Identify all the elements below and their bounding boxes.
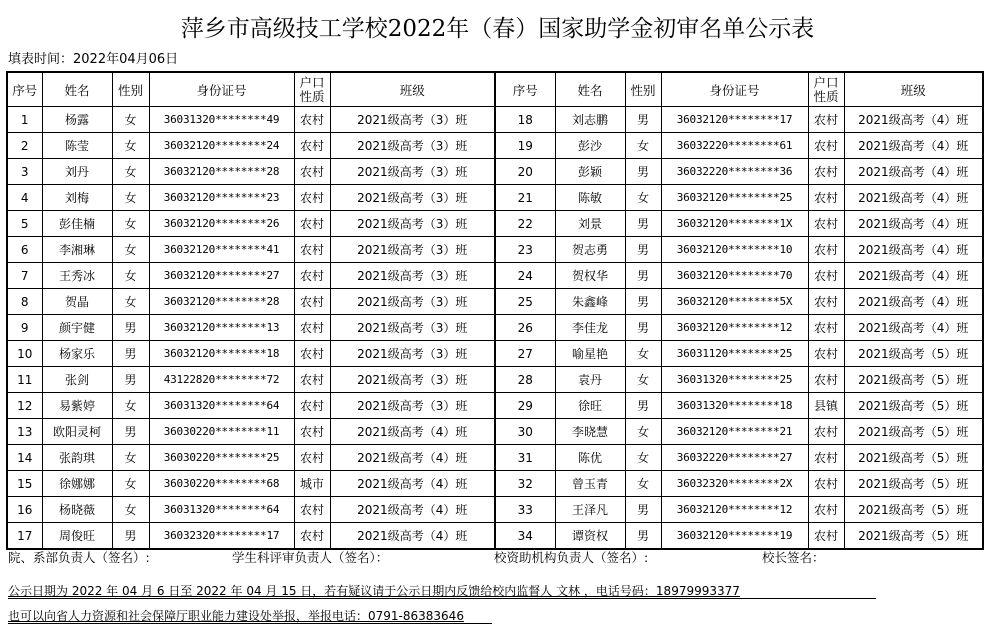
left-id-cell: 36031320********64 (149, 393, 294, 419)
right-gender-cell: 女 (625, 445, 661, 471)
right-class-cell: 2021级高考（4）班 (844, 237, 983, 263)
right-class-cell: 2021级高考（4）班 (844, 211, 983, 237)
left-gender-cell: 女 (112, 133, 149, 159)
left-class-cell: 2021级高考（4）班 (330, 419, 495, 445)
left-id-cell: 36032120********26 (149, 211, 294, 237)
right-name-cell: 刘志鹏 (555, 107, 625, 133)
right-gender-cell: 男 (625, 211, 661, 237)
left-id-cell: 43122820********72 (149, 367, 294, 393)
left-gender-cell: 女 (112, 471, 149, 497)
right-seq-cell: 33 (495, 497, 555, 523)
left-gender-cell: 女 (112, 289, 149, 315)
left-gender-cell: 女 (112, 393, 149, 419)
left-gender-cell: 男 (112, 341, 149, 367)
right-hukou-cell: 农村 (808, 523, 844, 550)
right-hukou-cell: 县镇 (808, 393, 844, 419)
table-row (7, 367, 983, 393)
left-class-cell: 2021级高考（4）班 (330, 445, 495, 471)
header-name: 姓名 (555, 72, 625, 107)
header-seq: 序号 (7, 72, 42, 107)
right-name-cell: 彭颖 (555, 159, 625, 185)
right-id-cell: 36032120********12 (661, 315, 808, 341)
right-hukou-cell: 农村 (808, 211, 844, 237)
right-gender-cell: 女 (625, 419, 661, 445)
table-row (7, 497, 983, 523)
right-seq-cell: 25 (495, 289, 555, 315)
right-class-cell: 2021级高考（4）班 (844, 159, 983, 185)
table-row (7, 159, 983, 185)
left-id-cell: 36032120********27 (149, 263, 294, 289)
right-seq-cell: 32 (495, 471, 555, 497)
right-class-cell: 2021级高考（4）班 (844, 133, 983, 159)
left-hukou-cell: 农村 (294, 341, 330, 367)
signature-line (0, 549, 995, 567)
right-gender-cell: 女 (625, 341, 661, 367)
right-name-cell: 刘景 (555, 211, 625, 237)
left-seq-cell: 17 (7, 523, 42, 550)
right-hukou-cell: 农村 (808, 315, 844, 341)
right-id-cell: 36032120********19 (661, 523, 808, 550)
right-name-cell: 曾玉青 (555, 471, 625, 497)
right-id-cell: 36032220********61 (661, 133, 808, 159)
left-hukou-cell: 农村 (294, 211, 330, 237)
left-id-cell: 36032120********28 (149, 159, 294, 185)
right-hukou-cell: 农村 (808, 419, 844, 445)
table-row (7, 393, 983, 419)
header-seq: 序号 (495, 72, 555, 107)
left-gender-cell: 男 (112, 315, 149, 341)
right-seq-cell: 34 (495, 523, 555, 550)
left-id-cell: 36031320********64 (149, 497, 294, 523)
left-id-cell: 36032320********17 (149, 523, 294, 550)
page-title: 萍乡市高级技工学校2022年（春）国家助学金初审名单公示表 (180, 16, 815, 42)
right-name-cell: 李晓慧 (555, 419, 625, 445)
left-class-cell: 2021级高考（4）班 (330, 471, 495, 497)
right-name-cell: 陈优 (555, 445, 625, 471)
right-seq-cell: 31 (495, 445, 555, 471)
right-seq-cell: 30 (495, 419, 555, 445)
left-seq-cell: 1 (7, 107, 42, 133)
right-gender-cell: 男 (625, 159, 661, 185)
right-gender-cell: 男 (625, 237, 661, 263)
left-class-cell: 2021级高考（4）班 (330, 497, 495, 523)
left-hukou-cell: 城市 (294, 471, 330, 497)
header-id: 身份证号 (149, 72, 294, 107)
left-seq-cell: 8 (7, 289, 42, 315)
left-seq-cell: 6 (7, 237, 42, 263)
right-seq-cell: 27 (495, 341, 555, 367)
left-seq-cell: 14 (7, 445, 42, 471)
left-id-cell: 36031320********49 (149, 107, 294, 133)
right-id-cell: 36032220********36 (661, 159, 808, 185)
left-class-cell: 2021级高考（3）班 (330, 367, 495, 393)
right-hukou-cell: 农村 (808, 263, 844, 289)
table-row (7, 263, 983, 289)
right-seq-cell: 19 (495, 133, 555, 159)
right-gender-cell: 男 (625, 289, 661, 315)
table-row (7, 445, 983, 471)
left-hukou-cell: 农村 (294, 445, 330, 471)
left-hukou-cell: 农村 (294, 315, 330, 341)
header-class: 班级 (844, 72, 983, 107)
header-class: 班级 (330, 72, 495, 107)
left-name-cell: 颜宇健 (42, 315, 112, 341)
right-id-cell: 36032220********27 (661, 445, 808, 471)
left-hukou-cell: 农村 (294, 497, 330, 523)
right-seq-cell: 18 (495, 107, 555, 133)
right-id-cell: 36032120********10 (661, 237, 808, 263)
right-hukou-cell: 农村 (808, 289, 844, 315)
left-hukou-cell: 农村 (294, 419, 330, 445)
left-class-cell: 2021级高考（3）班 (330, 289, 495, 315)
left-class-cell: 2021级高考（3）班 (330, 133, 495, 159)
right-id-cell: 36032120********5X (661, 289, 808, 315)
left-hukou-cell: 农村 (294, 107, 330, 133)
left-seq-cell: 12 (7, 393, 42, 419)
left-id-cell: 36032120********41 (149, 237, 294, 263)
left-gender-cell: 女 (112, 107, 149, 133)
left-name-cell: 杨露 (42, 107, 112, 133)
left-id-cell: 36032120********23 (149, 185, 294, 211)
left-gender-cell: 女 (112, 159, 149, 185)
left-gender-cell: 女 (112, 211, 149, 237)
left-seq-cell: 10 (7, 341, 42, 367)
left-class-cell: 2021级高考（3）班 (330, 393, 495, 419)
right-id-cell: 36031120********25 (661, 341, 808, 367)
left-id-cell: 36032120********24 (149, 133, 294, 159)
right-seq-cell: 26 (495, 315, 555, 341)
left-hukou-cell: 农村 (294, 523, 330, 550)
left-class-cell: 2021级高考（3）班 (330, 237, 495, 263)
right-id-cell: 36031320********25 (661, 367, 808, 393)
left-name-cell: 杨家乐 (42, 341, 112, 367)
right-class-cell: 2021级高考（5）班 (844, 497, 983, 523)
right-gender-cell: 男 (625, 523, 661, 550)
right-name-cell: 贺权华 (555, 263, 625, 289)
left-class-cell: 2021级高考（3）班 (330, 263, 495, 289)
student-affairs-signature-label: 学生科评审负责人（签名）： (232, 550, 389, 565)
right-name-cell: 喻星艳 (555, 341, 625, 367)
header-gender: 性别 (112, 72, 149, 107)
left-name-cell: 王秀冰 (42, 263, 112, 289)
publicity-notice: 公示日期为 2022 年 04 月 6 日至 2022 年 04 月 15 日，若有疑议请于公示日期内反馈给校内监督人 文林 ，电话号码：18979993377 (8, 584, 740, 598)
principal-signature-label: 校长签名： (762, 550, 825, 565)
header-hukou (808, 72, 844, 107)
left-hukou-cell: 农村 (294, 367, 330, 393)
left-gender-cell: 女 (112, 445, 149, 471)
right-gender-cell: 女 (625, 367, 661, 393)
left-gender-cell: 女 (112, 263, 149, 289)
left-name-cell: 杨晓薇 (42, 497, 112, 523)
left-id-cell: 36030220********11 (149, 419, 294, 445)
left-name-cell: 周俊旺 (42, 523, 112, 550)
right-class-cell: 2021级高考（5）班 (844, 471, 983, 497)
left-seq-cell: 11 (7, 367, 42, 393)
right-name-cell: 贺志勇 (555, 237, 625, 263)
right-seq-cell: 21 (495, 185, 555, 211)
right-gender-cell: 男 (625, 263, 661, 289)
left-name-cell: 贺晶 (42, 289, 112, 315)
table-row (7, 185, 983, 211)
left-name-cell: 张韵琪 (42, 445, 112, 471)
right-id-cell: 36032320********2X (661, 471, 808, 497)
right-gender-cell: 男 (625, 497, 661, 523)
student-roster-table (6, 71, 984, 550)
right-class-cell: 2021级高考（4）班 (844, 107, 983, 133)
left-class-cell: 2021级高考（3）班 (330, 211, 495, 237)
table-row (7, 289, 983, 315)
right-hukou-cell: 农村 (808, 159, 844, 185)
right-class-cell: 2021级高考（4）班 (844, 289, 983, 315)
left-hukou-cell: 农村 (294, 159, 330, 185)
table-row (7, 133, 983, 159)
left-gender-cell: 女 (112, 185, 149, 211)
right-class-cell: 2021级高考（5）班 (844, 419, 983, 445)
dept-signature-label: 院、系部负责人（签名）: (8, 550, 150, 565)
right-hukou-cell: 农村 (808, 341, 844, 367)
right-id-cell: 36032120********17 (661, 107, 808, 133)
right-hukou-cell: 农村 (808, 237, 844, 263)
right-hukou-cell: 农村 (808, 185, 844, 211)
left-name-cell: 陈莹 (42, 133, 112, 159)
right-class-cell: 2021级高考（5）班 (844, 523, 983, 550)
left-seq-cell: 7 (7, 263, 42, 289)
right-name-cell: 李佳龙 (555, 315, 625, 341)
left-seq-cell: 9 (7, 315, 42, 341)
left-hukou-cell: 农村 (294, 185, 330, 211)
left-seq-cell: 3 (7, 159, 42, 185)
left-name-cell: 李湘琳 (42, 237, 112, 263)
left-name-cell: 欧阳灵柯 (42, 419, 112, 445)
left-name-cell: 张剑 (42, 367, 112, 393)
right-gender-cell: 男 (625, 393, 661, 419)
header-hukou-line1: 户口 (299, 74, 325, 90)
left-class-cell: 2021级高考（3）班 (330, 107, 495, 133)
left-gender-cell: 女 (112, 497, 149, 523)
right-hukou-cell: 农村 (808, 445, 844, 471)
left-id-cell: 36032120********18 (149, 341, 294, 367)
report-notice: 也可以向省人力资源和社会保障厅职业能力建设处举报，举报电话：0791-86383646 (8, 609, 464, 623)
right-name-cell: 陈敏 (555, 185, 625, 211)
left-hukou-cell: 农村 (294, 133, 330, 159)
header-row (7, 72, 983, 107)
right-seq-cell: 20 (495, 159, 555, 185)
header-gender: 性别 (625, 72, 661, 107)
left-seq-cell: 16 (7, 497, 42, 523)
right-class-cell: 2021级高考（5）班 (844, 341, 983, 367)
table-row (7, 341, 983, 367)
right-hukou-cell: 农村 (808, 367, 844, 393)
left-seq-cell: 15 (7, 471, 42, 497)
table-row (7, 237, 983, 263)
right-id-cell: 36031320********18 (661, 393, 808, 419)
left-hukou-cell: 农村 (294, 393, 330, 419)
header-hukou-line1: 户口 (813, 74, 839, 90)
left-id-cell: 36030220********68 (149, 471, 294, 497)
right-name-cell: 袁丹 (555, 367, 625, 393)
right-id-cell: 36032120********21 (661, 419, 808, 445)
table-row (7, 211, 983, 237)
right-class-cell: 2021级高考（4）班 (844, 315, 983, 341)
right-gender-cell: 男 (625, 315, 661, 341)
left-seq-cell: 13 (7, 419, 42, 445)
left-gender-cell: 男 (112, 367, 149, 393)
left-name-cell: 刘梅 (42, 185, 112, 211)
left-hukou-cell: 农村 (294, 237, 330, 263)
right-class-cell: 2021级高考（4）班 (844, 263, 983, 289)
left-name-cell: 刘丹 (42, 159, 112, 185)
table-row (7, 471, 983, 497)
notice-underline (8, 598, 876, 599)
left-name-cell: 彭佳楠 (42, 211, 112, 237)
header-hukou-line2: 性质 (813, 88, 839, 104)
right-gender-cell: 女 (625, 471, 661, 497)
right-gender-cell: 女 (625, 133, 661, 159)
left-gender-cell: 女 (112, 237, 149, 263)
left-seq-cell: 4 (7, 185, 42, 211)
table-row (7, 315, 983, 341)
aid-office-signature-label: 校资助机构负责人（签名）: (494, 550, 649, 565)
right-gender-cell: 男 (625, 107, 661, 133)
right-hukou-cell: 农村 (808, 497, 844, 523)
table-row (7, 107, 983, 133)
left-class-cell: 2021级高考（3）班 (330, 341, 495, 367)
right-seq-cell: 29 (495, 393, 555, 419)
left-gender-cell: 男 (112, 523, 149, 550)
left-gender-cell: 男 (112, 419, 149, 445)
right-class-cell: 2021级高考（5）班 (844, 445, 983, 471)
header-hukou-line2: 性质 (299, 88, 325, 104)
right-class-cell: 2021级高考（4）班 (844, 185, 983, 211)
table-row (7, 419, 983, 445)
fill-date: 填表时间：2022年04月06日 (8, 52, 179, 67)
right-hukou-cell: 农村 (808, 133, 844, 159)
left-id-cell: 36032120********13 (149, 315, 294, 341)
right-hukou-cell: 农村 (808, 107, 844, 133)
right-seq-cell: 23 (495, 237, 555, 263)
table-row (7, 523, 983, 550)
header-id: 身份证号 (661, 72, 808, 107)
right-gender-cell: 女 (625, 185, 661, 211)
right-id-cell: 36032120********12 (661, 497, 808, 523)
left-name-cell: 徐娜娜 (42, 471, 112, 497)
left-class-cell: 2021级高考（4）班 (330, 523, 495, 550)
right-id-cell: 36032120********25 (661, 185, 808, 211)
right-class-cell: 2021级高考（5）班 (844, 393, 983, 419)
right-seq-cell: 28 (495, 367, 555, 393)
right-name-cell: 徐旺 (555, 393, 625, 419)
left-seq-cell: 5 (7, 211, 42, 237)
right-seq-cell: 22 (495, 211, 555, 237)
report-underline (8, 623, 492, 624)
left-class-cell: 2021级高考（3）班 (330, 315, 495, 341)
left-name-cell: 易紫婷 (42, 393, 112, 419)
left-class-cell: 2021级高考（3）班 (330, 185, 495, 211)
left-hukou-cell: 农村 (294, 289, 330, 315)
left-class-cell: 2021级高考（3）班 (330, 159, 495, 185)
left-id-cell: 36032120********28 (149, 289, 294, 315)
header-name: 姓名 (42, 72, 112, 107)
right-id-cell: 36032120********70 (661, 263, 808, 289)
left-hukou-cell: 农村 (294, 263, 330, 289)
header-hukou (294, 72, 330, 107)
right-name-cell: 彭沙 (555, 133, 625, 159)
right-name-cell: 朱鑫峰 (555, 289, 625, 315)
right-id-cell: 36032120********1X (661, 211, 808, 237)
left-seq-cell: 2 (7, 133, 42, 159)
right-name-cell: 王泽凡 (555, 497, 625, 523)
right-seq-cell: 24 (495, 263, 555, 289)
right-name-cell: 谭资权 (555, 523, 625, 550)
right-hukou-cell: 农村 (808, 471, 844, 497)
right-class-cell: 2021级高考（5）班 (844, 367, 983, 393)
left-id-cell: 36030220********25 (149, 445, 294, 471)
